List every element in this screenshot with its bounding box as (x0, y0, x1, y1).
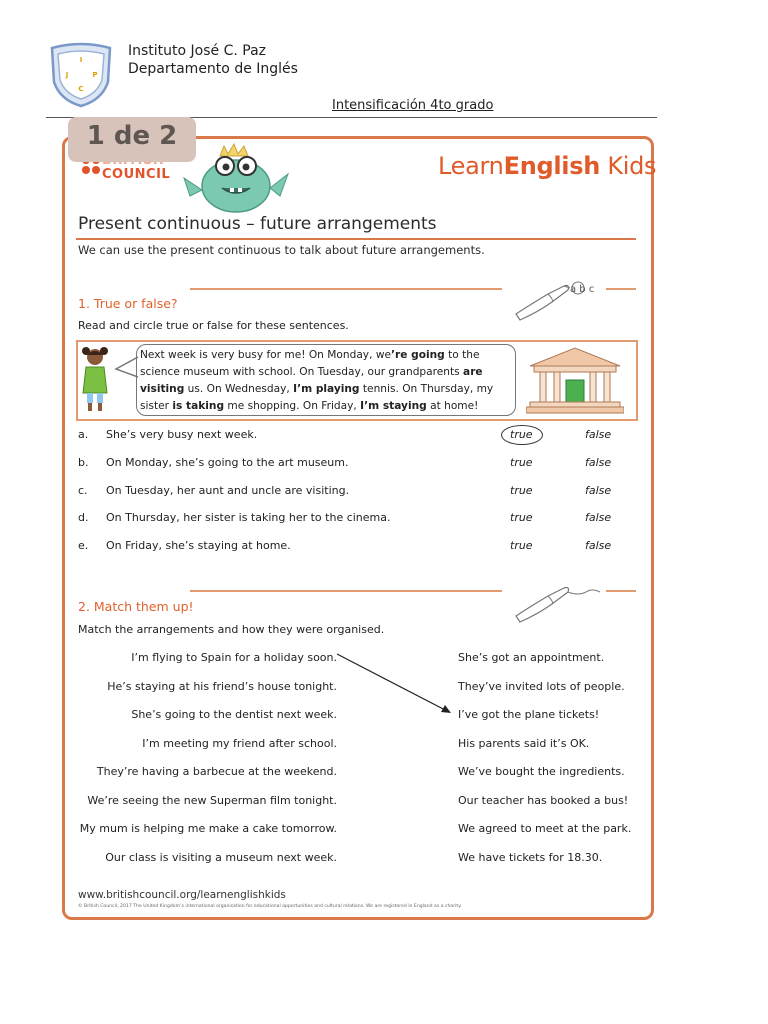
question-letter: e. (78, 539, 89, 552)
option-true[interactable]: true (510, 539, 533, 552)
match-arrow (335, 652, 460, 718)
writing-hand-icon (508, 578, 608, 624)
writing-hand-icon (508, 276, 608, 322)
shield-letter-c: C (78, 85, 84, 93)
match-right-item[interactable]: We’ve bought the ingredients. (458, 765, 625, 778)
story-text (140, 347, 512, 415)
question-text: On Tuesday, her aunt and uncle are visiting. (106, 484, 350, 497)
question-letter: d. (78, 511, 89, 524)
question-text: On Monday, she’s going to the art museum. (106, 456, 349, 469)
department-name: Departamento de Inglés (128, 61, 298, 77)
page-indicator-badge: 1 de 2 (68, 117, 196, 162)
option-false[interactable]: false (585, 428, 612, 441)
institute-name: Instituto José C. Paz (128, 43, 267, 59)
section-1-divider-end (606, 288, 636, 290)
section-2-instruction: Match the arrangements and how they were organised. (78, 623, 385, 636)
section-1-instruction: Read and circle true or false for these sentences. (78, 319, 349, 332)
section-2-title: 2. Match them up! (78, 599, 194, 614)
footer-url: www.britishcouncil.org/learnenglishkids (78, 889, 286, 901)
match-right-item[interactable]: She’s got an appointment. (458, 651, 605, 664)
match-left-item[interactable]: He’s staying at his friend’s house tonight. (107, 679, 337, 693)
story-verb-bold: ’re going (391, 349, 445, 361)
option-false[interactable]: false (585, 456, 612, 469)
lek-kids: Kids (599, 152, 657, 180)
story-verb-bold: are visiting (140, 366, 483, 395)
option-false[interactable]: false (585, 484, 612, 497)
option-true[interactable]: true (510, 511, 533, 524)
learnenglish-kids-logo (438, 152, 656, 180)
question-letter: a. (78, 428, 89, 441)
option-false[interactable]: false (585, 511, 612, 524)
section-2-divider-end (606, 590, 636, 592)
shield-letter-p: P (92, 71, 98, 79)
option-true[interactable]: true (510, 428, 533, 441)
match-left-item[interactable]: They’re having a barbecue at the weekend. (96, 765, 337, 778)
lek-english: English (503, 152, 600, 180)
true-answer-circle (501, 425, 543, 445)
shield-letter-j: J (65, 71, 69, 79)
question-letter: c. (78, 484, 88, 497)
lek-learn: Learn (438, 152, 504, 180)
story-segment: at home! (426, 400, 479, 412)
story-segment: me shopping. On Friday, (224, 400, 361, 412)
option-false[interactable]: false (585, 539, 612, 552)
story-segment: to the science museum with school. On Tuesday, our grandparents (140, 349, 480, 378)
match-right-item[interactable]: We have tickets for 18.30. (458, 850, 603, 864)
match-left-item[interactable]: I’m flying to Spain for a holiday soon. (131, 651, 337, 664)
museum-building-icon (526, 346, 624, 414)
question-text: On Thursday, her sister is taking her to the cinema. (106, 511, 391, 524)
question-text: She’s very busy next week. (106, 428, 258, 441)
match-right-item[interactable]: They’ve invited lots of people. (458, 679, 625, 693)
match-left-item[interactable]: Our class is visiting a museum next week. (105, 850, 337, 864)
section-2-divider (190, 590, 502, 592)
option-true[interactable]: true (510, 456, 533, 469)
match-left-item[interactable]: We’re seeing the new Superman film tonight. (87, 793, 337, 807)
question-letter: b. (78, 456, 89, 469)
worksheet-title: Present continuous – future arrangements (78, 214, 437, 234)
story-segment: Next week is very busy for me! On Monday, we (140, 349, 391, 361)
story-verb-bold: is taking (172, 400, 225, 412)
story-verb-bold: I’m playing (293, 383, 360, 395)
match-left-item[interactable]: She’s going to the dentist next week. (131, 708, 337, 721)
match-left-item[interactable]: My mum is helping me make a cake tomorrow. (79, 822, 337, 835)
match-right-item[interactable]: We agreed to meet at the park. (458, 822, 632, 835)
pen-abc-label: a b c (570, 284, 595, 295)
school-shield-logo (48, 42, 114, 108)
footer-copyright: © British Council, 2017 The United Kingdom’s international organisation for educational opportunities and cultural relations. We are registered in England as a charity. (78, 904, 462, 909)
question-text: On Friday, she’s staying at home. (106, 539, 291, 552)
shield-letter-i: I (79, 56, 83, 64)
section-1-divider (190, 288, 502, 290)
section-1-title: 1. True or false? (78, 296, 178, 311)
story-segment: us. On Wednesday, (184, 383, 294, 395)
title-divider (76, 238, 636, 240)
monster-mascot-icon (180, 138, 290, 218)
match-left-item[interactable]: I’m meeting my friend after school. (142, 736, 337, 750)
bc-line-2: COUNCIL (102, 167, 171, 182)
story-verb-bold: I’m staying (360, 400, 427, 412)
story-segment: tennis. On Thursday, my sister (140, 383, 494, 412)
option-true[interactable]: true (510, 484, 533, 497)
match-right-item[interactable]: His parents said it’s OK. (458, 736, 590, 750)
match-right-item[interactable]: I’ve got the plane tickets! (458, 708, 600, 721)
match-right-item[interactable]: Our teacher has booked a bus! (458, 793, 629, 807)
worksheet-intro: We can use the present continuous to talk about future arrangements. (78, 243, 485, 257)
girl-character-icon (78, 345, 112, 415)
document-subtitle: Intensificación 4to grado (332, 98, 494, 113)
